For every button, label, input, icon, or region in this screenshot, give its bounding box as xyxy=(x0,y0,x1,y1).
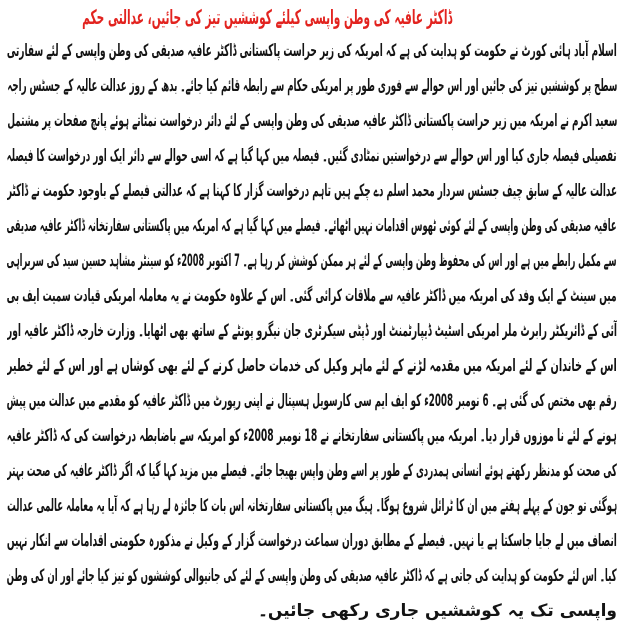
article-line-text: سعید اکرم نے امریکہ میں زیر حراست پاکستانی ڈاکٹر عافیہ صدیقی کی وطن واپسی کے لئے دائر درخواست نمٹاتے ہوئے پانچ صفحات پر مشتمل xyxy=(7,111,617,131)
article-body xyxy=(7,33,617,628)
headline-text: ڈاکٹر عافیہ کی وطن واپسی کیلئے کوششیں تیز کی جائیں، عدالتی حکم xyxy=(81,5,452,29)
article-line-text: کیا۔ اس لئے حکومت کو ہدایت کی جاتی ہے کہ ڈاکٹر عافیہ صدیقی کی وطن واپسی کے لئے کی جانیوالی کوششوں کو تیز کیا جائے اور ان کی وطن xyxy=(7,566,617,586)
article-line-text: سطح پر کوششیں تیز کی جائیں اور اس حوالے سے فوری طور پر امریکی حکام سے رابطہ قائم کیا جائے۔ بدھ کے روز عدالت عالیہ کے جسٹس راجہ xyxy=(7,76,617,96)
article-line-text: آئی کے ڈائریکٹر رابرٹ ملر امریکی اسٹیٹ ڈیپارٹمنٹ اور ڈپٹی سیکرٹری جان نیگرو پونٹے کے ساتھ بھی اٹھایا۔ وزارت خارجہ ڈاکٹر عافیہ اور xyxy=(7,321,617,341)
article-line xyxy=(7,523,617,558)
article-line xyxy=(7,453,617,488)
article-line xyxy=(7,488,617,523)
article-line xyxy=(7,103,617,138)
headline xyxy=(8,2,616,32)
article-line xyxy=(7,33,617,68)
article-line xyxy=(7,313,617,348)
article-line xyxy=(7,418,617,453)
article-line xyxy=(7,138,617,173)
article-line-text: اسلام آباد ہائی کورٹ نے حکومت کو ہدایت کی ہے کہ امریکہ کی زیر حراست پاکستانی ڈاکٹر عافیہ صدیقی کی وطن واپسی کے لئے سفارتی xyxy=(7,41,617,61)
article-line-text: ہوگئی تو جون کے پہلے ہفتے میں ان کا ٹرائل شروع ہوگا۔ ہیگ میں پاکستانی سفارتخانہ اس بات کا جائزہ لے رہا ہے کہ آیا یہ معاملہ عالمی عدالت xyxy=(7,496,617,516)
article-line-text: کی صحت کو مدنظر رکھتے ہوئے انسانی ہمدردی کے طور پر اسے وطن واپس بھیجا جائے۔ فیصلے میں مزید کہا گیا کہ اگر ڈاکٹر عافیہ کی صحت بہتر xyxy=(7,461,617,481)
article-line xyxy=(7,208,617,243)
article-line-text: رقم بھی مختص کی گئی ہے۔ 6 نومبر 2008ء کو ایف ایم سی کارسویل ہسپتال نے اپنی رپورٹ میں ڈاکٹر عافیہ کو مقدمے میں عدالت میں پیش xyxy=(7,391,617,411)
article-line-text: اس کے خاندان کے لئے امریکہ میں مقدمہ لڑنے کے لئے ماہر وکیل کی خدمات حاصل کرنے کے لئے بھی کوشاں ہے اور اس کے لئے خطیر xyxy=(7,356,617,376)
article-line xyxy=(7,383,617,418)
article-line xyxy=(7,348,617,383)
article-line-text: تفصیلی فیصلہ جاری کیا اور اس حوالے سے درخواستیں نمٹادی گئیں۔ فیصلہ میں کہا گیا ہے کہ اسی حوالے سے دائر ایک اور درخواست کا فیصلہ xyxy=(7,146,617,166)
article-line xyxy=(7,68,617,103)
article-line-text: انصاف میں لے جایا جاسکتا ہے یا نہیں۔ فیصلے کے مطابق دوران سماعت درخواست گزار کے وکیل نے مذکورہ حکومتی اقدامات سے انکار نہیں xyxy=(7,531,617,551)
article-line-text: واپسی تک یہ کوششیں جاری رکھی جائیں۔ xyxy=(257,601,617,621)
article-line-text: میں سینٹ کے ایک وفد کی امریکہ میں ڈاکٹر عافیہ سے ملاقات کرائی گئی۔ اس کے علاوہ حکومت نے یہ معاملہ امریکی قیادت سمیت ایف بی xyxy=(7,286,617,306)
article-line xyxy=(7,243,617,278)
article-line-text: ہونے کے لئے نا موزوں قرار دیا۔ امریکہ میں پاکستانی سفارتخانے نے 18 نومبر 2008ء کو امریکہ سے باضابطہ درخواست کی کہ ڈاکٹر عافیہ xyxy=(7,426,617,446)
article-line-text: سے مکمل رابطے میں ہے اور اس کی محفوظ وطن واپسی کے لئے ہر ممکن کوشش کر رہا ہے۔ 7 اکتوبر 2008ء کو سینٹر مشاہد حسین سید کی سربراہی xyxy=(7,251,617,271)
article-line xyxy=(7,173,617,208)
article-line xyxy=(7,278,617,313)
article-line-last xyxy=(7,593,617,628)
article-line-text: عدالت عالیہ کے سابق چیف جسٹس سردار محمد اسلم دے چکے ہیں تاہم درخواست گزار کا کہنا ہے کہ عدالتی فیصلے کے باوجود حکومت نے ڈاکٹر xyxy=(7,181,617,201)
article-line xyxy=(7,558,617,593)
article-line-text: عافیہ صدیقی کی وطن واپسی کے لئے کوئی ٹھوس اقدامات نہیں اٹھائے۔ فیصلے میں کہا گیا ہے کہ امریکہ میں پاکستانی سفارتخانہ ڈاکٹر عافیہ صدیقی xyxy=(7,216,617,236)
